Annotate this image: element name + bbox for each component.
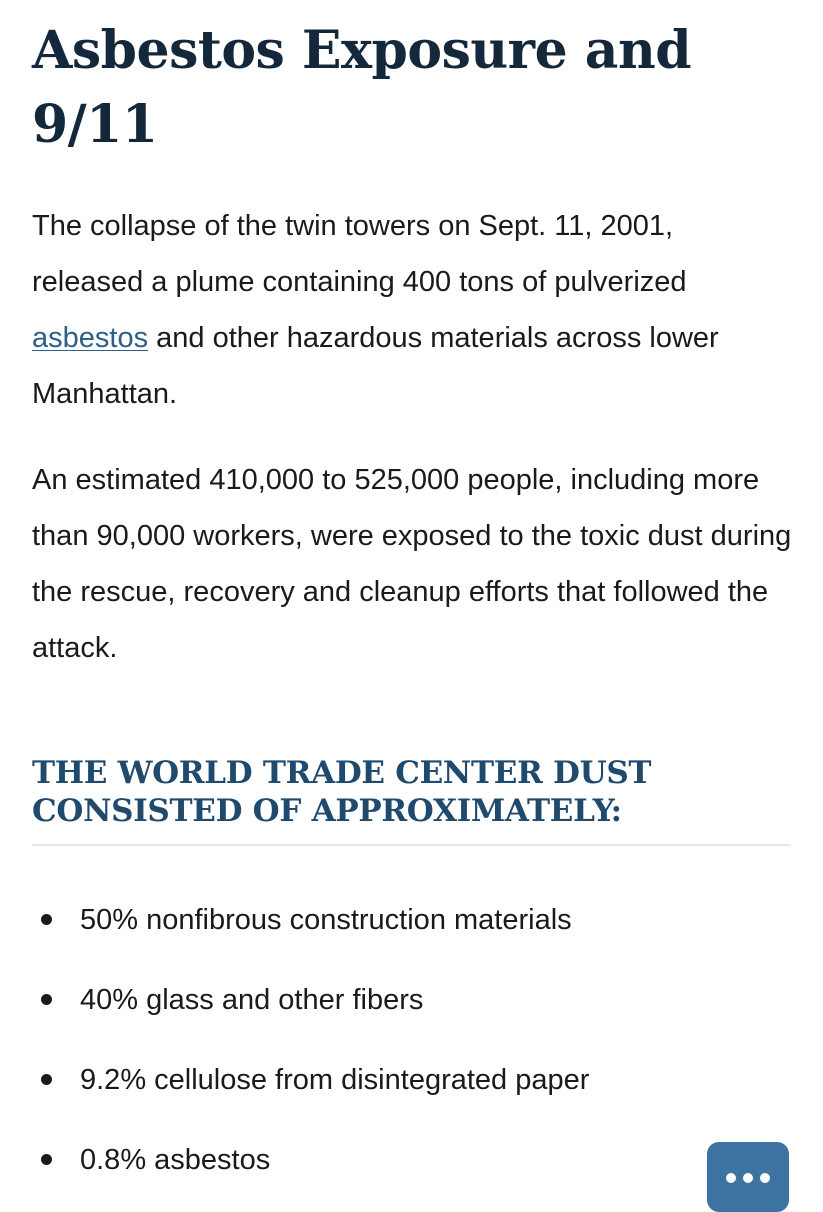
list-item <box>32 1120 792 1200</box>
list-item-text: 50% nonfibrous construction materials <box>80 904 572 936</box>
list-item-text: 40% glass and other fibers <box>80 984 424 1016</box>
list-item-text: 0.8% asbestos <box>80 1144 271 1176</box>
bullet-icon <box>41 1074 52 1085</box>
list-item-text: 9.2% cellulose from disintegrated paper <box>80 1064 590 1096</box>
list-item <box>32 1040 792 1120</box>
section-divider <box>32 844 790 846</box>
bullet-icon <box>41 914 52 925</box>
bullet-icon <box>41 1154 52 1165</box>
intro-text-after-link: and other hazardous materials across lower Manhattan. <box>32 322 719 410</box>
more-options-button[interactable] <box>707 1142 789 1212</box>
page-title: Asbestos Exposure and 9/11 <box>32 20 692 155</box>
asbestos-link[interactable]: asbestos <box>32 322 149 354</box>
bullet-icon <box>41 994 52 1005</box>
dust-composition-list <box>32 880 792 1200</box>
list-item <box>32 880 792 960</box>
section-heading: THE WORLD TRADE CENTER DUST CONSISTED OF APPROXIMATELY: <box>32 755 652 829</box>
exposure-paragraph: An estimated 410,000 to 525,000 people, including more than 90,000 workers, were exposed to the toxic dust during the rescue, recovery and cleanup efforts that followed the attack. <box>32 464 792 664</box>
intro-paragraph <box>32 198 792 422</box>
list-item <box>32 960 792 1040</box>
intro-text-before-link: The collapse of the twin towers on Sept. 11, 2001, released a plume containing 400 tons of pulverized <box>32 210 687 298</box>
